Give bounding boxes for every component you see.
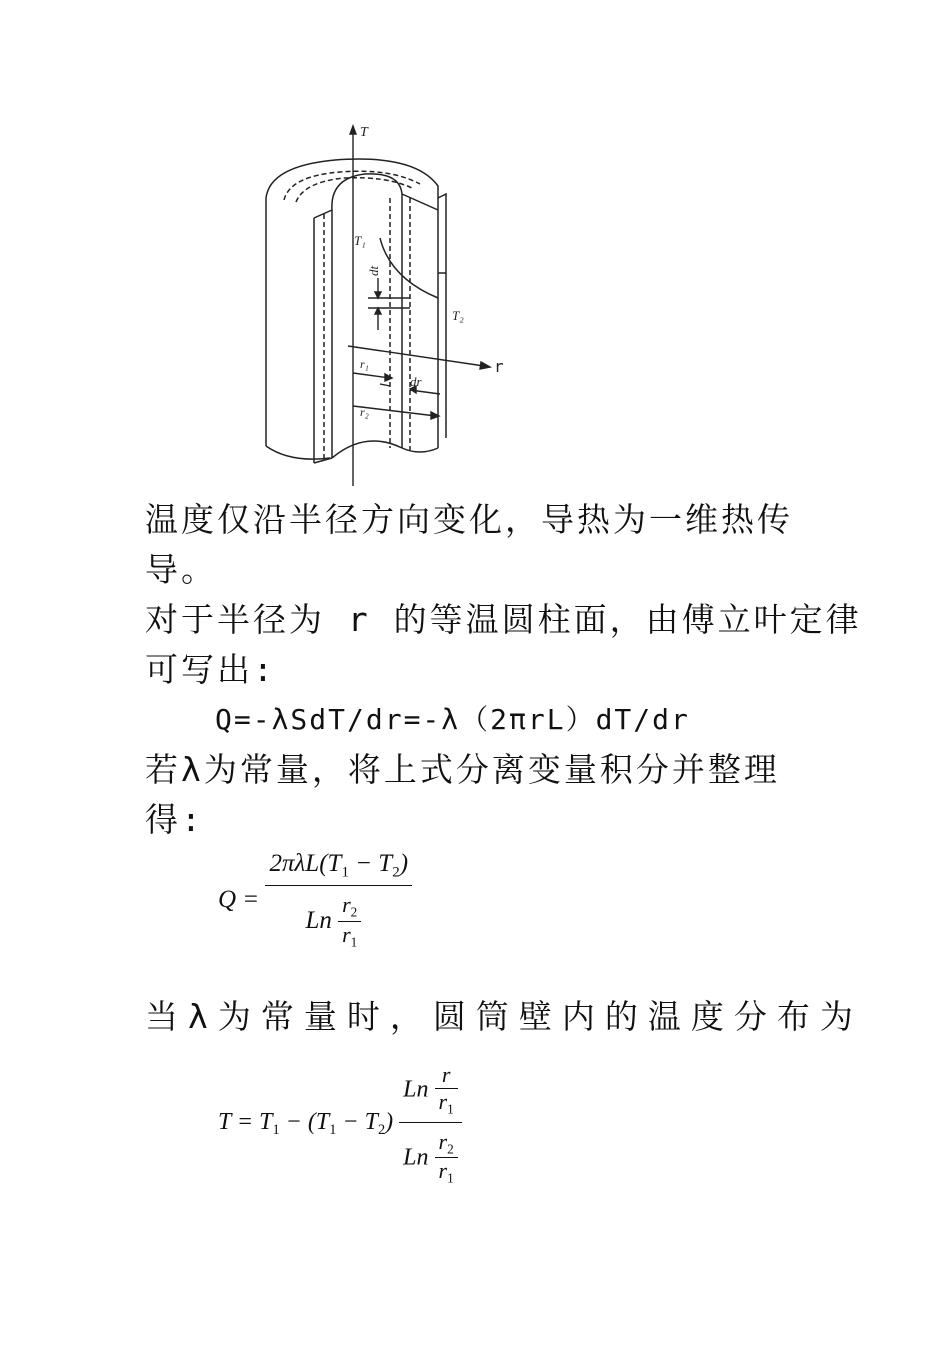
formula1-fraction: $2\pi\lambda L(T_1 - T_2)$ Ln $\frac{r_2}{r_1}$ — [265, 850, 412, 950]
paragraph-line-4: 可写出: — [145, 650, 276, 689]
axis-t-label: T — [360, 125, 368, 140]
paragraph-line-1: 温度仅沿半径方向变化，导热为一维热传 — [145, 500, 793, 539]
t1-label: T₁ — [354, 233, 366, 248]
t2-label: T₂ — [452, 308, 464, 323]
paragraph-line-3: 对于半径为 r 的等温圆柱面，由傅立叶定律 — [145, 600, 862, 639]
temperature-distribution-formula: $T = T_1 - (T_1 - T_2)$ Ln $\frac{r}{r_1}$ Ln $\frac{r_2}{r_1}$ — [218, 1062, 462, 1187]
r2-label: r₂ — [360, 405, 369, 419]
r1-label: r₁ — [360, 357, 369, 371]
paragraph-line-5: 若λ为常量，将上式分离变量积分并整理 — [145, 750, 780, 789]
formula1-lhs: Q = — [218, 886, 260, 914]
axis-r-label: r — [494, 357, 504, 376]
formula2-fraction: Ln $\frac{r}{r_1}$ Ln $\frac{r_2}{r_1}$ — [399, 1062, 462, 1187]
paragraph-line-2: 导。 — [145, 550, 217, 589]
fourier-equation: Q=-λSdT/dr=-λ（2πrL）dT/dr — [215, 703, 690, 736]
paragraph-line-6: 得: — [145, 800, 204, 839]
dt-label: dt — [366, 265, 381, 276]
dr-label: dr — [410, 374, 422, 389]
cylinder-wall-diagram — [240, 118, 530, 490]
heat-flow-formula — [218, 850, 412, 950]
paragraph-line-7: 当λ为常量时，圆筒壁内的温度分布为 — [145, 997, 863, 1036]
